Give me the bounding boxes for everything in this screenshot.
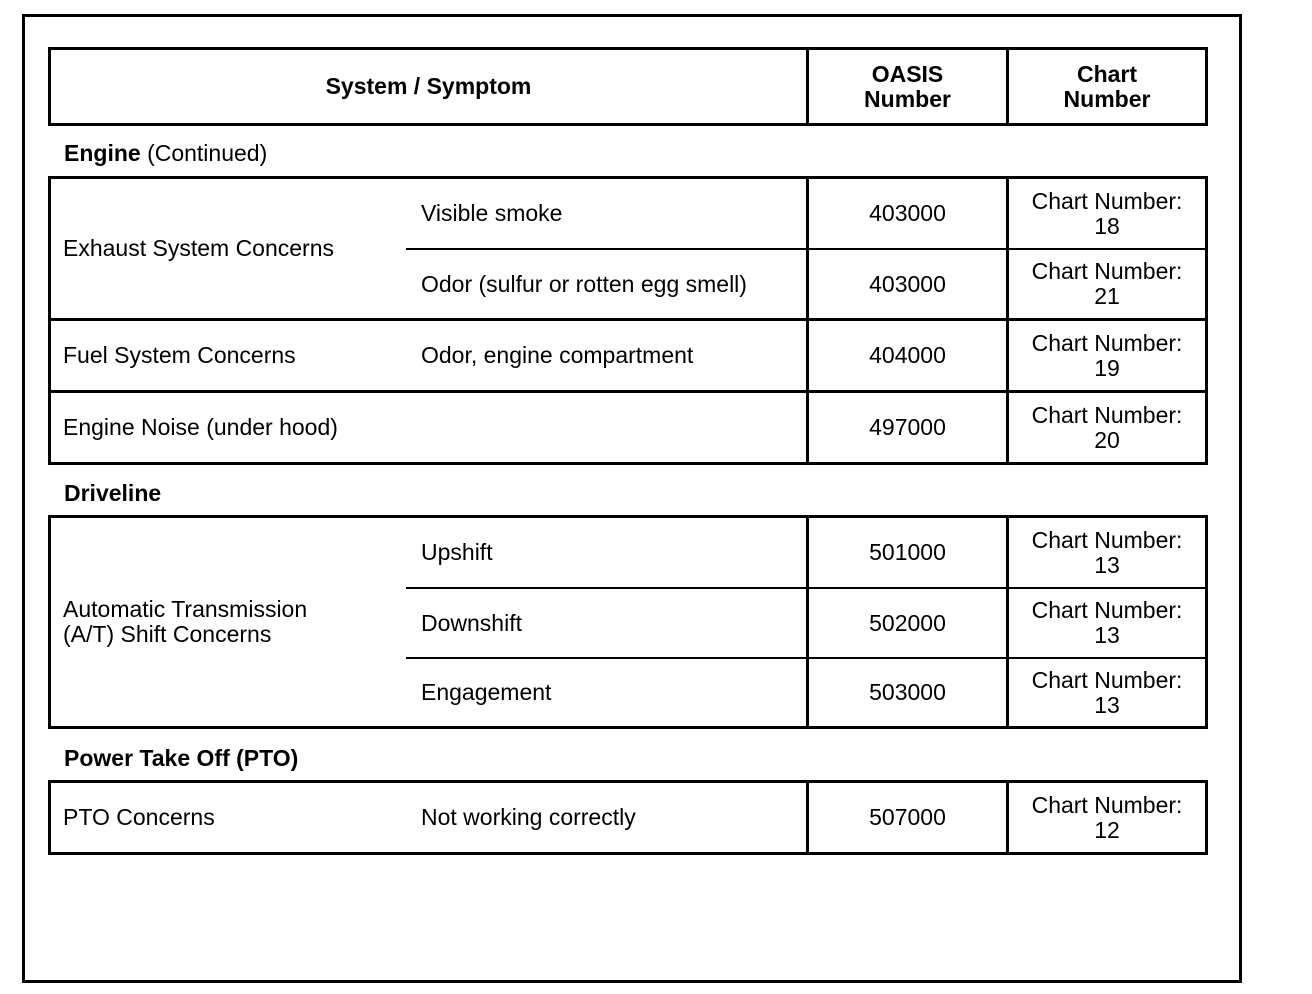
fuel-oasis: 404000: [869, 342, 946, 368]
driveline-oasis-2: 502000: [869, 609, 946, 636]
fuel-symptom: Odor, engine compartment: [421, 342, 694, 368]
fuel-chart: Chart Number: 19: [1031, 329, 1183, 381]
driveline-symptom-upshift: Upshift: [421, 539, 493, 565]
exhaust-system-label: Exhaust System Concerns: [63, 235, 335, 261]
noise-chart: Chart Number: 20: [1031, 401, 1183, 453]
driveline-chart-2: Chart Number: 13: [1031, 597, 1183, 648]
fuel-system-label: Fuel System Concerns: [63, 342, 296, 368]
section-pto: Power Take Off (PTO): [64, 745, 299, 771]
noise-system-label: Engine Noise (under hood): [63, 414, 338, 440]
driveline-oasis-3: 503000: [869, 679, 946, 705]
exhaust-chart-2: Chart Number: 21: [1031, 258, 1183, 309]
engine-exhaust-table: [48, 176, 1208, 321]
pto-chart: Chart Number: 12: [1031, 791, 1183, 843]
exhaust-oasis-1: 403000: [869, 200, 946, 226]
driveline-chart-3: Chart Number: 13: [1031, 666, 1183, 718]
exhaust-chart-1: Chart Number: 18: [1031, 187, 1183, 239]
driveline-table: [48, 515, 1208, 729]
driveline-chart-1: Chart Number: 13: [1031, 526, 1183, 578]
header-chart-number: Chart Number: [1063, 60, 1151, 112]
pto-system-label: PTO Concerns: [63, 804, 215, 830]
header-table: [48, 47, 1208, 126]
section-engine: Engine (Continued): [64, 140, 268, 166]
driveline-symptom-downshift: Downshift: [421, 609, 522, 636]
header-oasis-number: OASIS Number: [864, 60, 951, 112]
pto-symptom: Not working correctly: [421, 804, 636, 830]
header-system-symptom: System / Symptom: [325, 73, 532, 99]
driveline-symptom-engagement: Engagement: [421, 679, 552, 705]
driveline-system-label: Automatic Transmission (A/T) Shift Concerns: [63, 596, 308, 647]
driveline-oasis-1: 501000: [869, 539, 946, 565]
exhaust-symptom-odor: Odor (sulfur or rotten egg smell): [421, 270, 747, 297]
engine-noise-table: [48, 390, 1208, 465]
exhaust-symptom-visible-smoke: Visible smoke: [421, 200, 563, 226]
noise-oasis: 497000: [869, 414, 946, 440]
section-driveline: Driveline: [64, 480, 162, 506]
pto-table: [48, 780, 1208, 855]
engine-fuel-table: [48, 318, 1208, 393]
pto-oasis: 507000: [869, 804, 946, 830]
exhaust-oasis-2: 403000: [869, 270, 946, 297]
